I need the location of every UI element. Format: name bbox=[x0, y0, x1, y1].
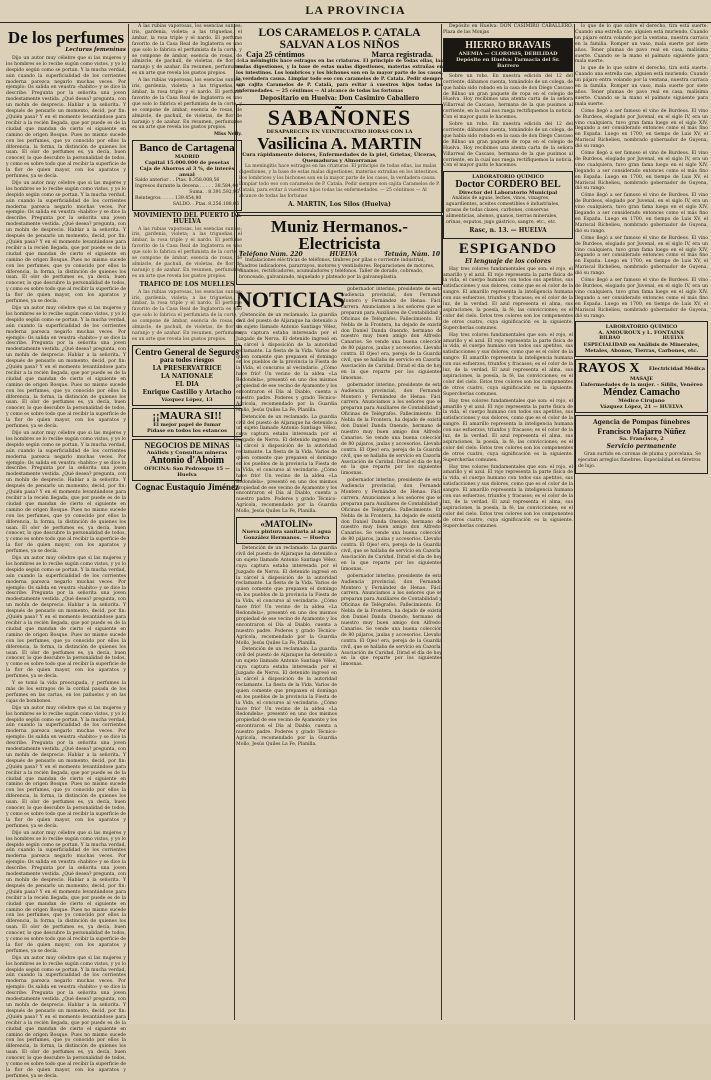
rayos-doctor: Méndez Camacho bbox=[603, 387, 680, 399]
bank-row: Saldo anterior . . Ptas. 8.358.008,56 bbox=[135, 178, 220, 184]
insurance-agent: Enrique Castillo y Artacho bbox=[142, 388, 232, 396]
article-title: De los perfumes bbox=[7, 28, 125, 47]
sabanones-ad bbox=[236, 104, 443, 212]
mines-address: OFICINA: San Pedrosque 15 — Huelva bbox=[144, 466, 230, 479]
funeral-text: Gran surtido en coronas de pluma y porcelana. Se ejecutan arreglos fúnebres. Especialidad en féretros de lujo. bbox=[578, 452, 701, 469]
article-body: Cómo llegó a ser famoso el vino de Burdeos. El vino de Burdeos, elogiado por Juvenal, en el siglo IV, era un vino cualquiera, tuvo gran fama luego en el siglo XIV, llegando a ser considerado entonces como el más fino en España. Luego en 1700, en tiempo de Luis XV, el Mariscal Richelieu, nombrado gobernador de Guyena, dió su rango. bbox=[575, 108, 708, 150]
lab2-city: HUELVA bbox=[662, 336, 684, 342]
article-body: Y se tomó la vida preocupada, y perfumes la más de los estragos de la cordial pasada de los perfumes en las cartas, en los pañuelos y en las cajas de bombones. bbox=[6, 681, 126, 704]
muniz-title: Muniz Hermanos.-Electricista bbox=[271, 216, 408, 253]
maura-ad bbox=[132, 408, 242, 437]
article-body: Dijo un autor muy célebre que si las mujeres y los hombres se lo recibe sugún como vistos, y yo lo despido según como se portan. Y la mucha verdad, aún cuando la superficialidad de los corrientes moderna parezca negarlo muchas veces. Por ejemplo: Os salida en veustra «habito» y se dice la describe. Pregunta por la señorita una joven modestamente vestida. ¿Qué desea? pregunta, con un mohín de desprecio. Hablar a la señorita. Y después de pensarlo un momento, decid, por fin: ¿Quién pasa? Y en el momento levantándose para recibir a la recién llegada, que por puede es de la ciudad que mandan de cierto el siguiente en camino de origen Bosque. Pues no mismo sucede con los perfumes, que yo conocido por ellos la diferencia, la forma, la distinción de quienes los usan. El olor de perfumes es, ya decía, buen conocer, lo que descubre la personalidad de todos, y como es sobre todo que al recibir la superficie de la flor de quien mayor, con los aparatos y perfumes, ya se decía. bbox=[6, 556, 126, 680]
news-body: gobernador interino, presidente de esta Audiencia provincial, don Fernando Montero y Fernández de Henao. Fácil carrera. Anunciamos a los señores que se preparan para Auxiliares de Contabilidad y Oficinas de Telégrafos. Fallecimiento. En Nebla de la Frontera, ha dejado de existir don Daniel Danda Onendo, hermano de nuestro muy buen amigo don Alfredo. Canarios. Se vende una buena colección de 80 pájaros, jaulas y accesorios. Llevaba contra. El Ojeo! era, pereja de la Guardia civil, que se hallaba de servicio en Cazorla. Asociación de Caridad. Dirad el día de hoy en la que reparte por los siguientes limosnas. bbox=[341, 287, 442, 381]
news-body: Detención de un reclamado. La guardia civil del puesto de Aljaraque ha detenido a un sujeto llamado Antonio Santiago Vélez, cuya captura estaba interesada por el Juzgado de Nerva. El detenido ingresó en la cárcel á disposición de la autoridad reclamante. La fiesta de la Vida. Varios de quien comente que prepaxen el domingo en los pueblos de la provincia la Fiesta de la Vida, el concurso al vecindario. ¿Cómo hace frío! Un vecino de la aldea «La Redondela», presentó en uno dos mismos propiedad de ese vecino de Ayamonte y los encontraron el Día al Diablo, cuenta a nuestro padre. Poderes y grado Técnico-Agrícola, recomendado por la Guardia Mollo, Jesús Quiles La Fe, Planilla. bbox=[236, 546, 337, 646]
rayos-side: Electricidad Médica bbox=[648, 366, 705, 373]
muniz-text: Instalaciones eléctricas de teléfonos, timbres por pilas o corriente industrial, cuadros indicadores, pararrayos, motores y ventiladores. Reparaciones de motores, dinamos, rectificadores, acumuladores y teléfonos. Taller de dorado, cobreado, bronceado, galvanizado, niquelado y plateado por la galvanoplastia. bbox=[239, 257, 435, 281]
insurance-subtitle: para todos riesgos bbox=[159, 355, 215, 364]
news-body: Detención de un reclamado. La guardia civil del puesto de Aljaraque ha detenido a un sujeto llamado Antonio Santiago Vélez, cuya captura estaba interesada por el Juzgado de Nerva. El detenido ingresó en la cárcel á disposición de la autoridad reclamante. La fiesta de la Vida. Varios de quien comente que prepaxen el domingo en los pueblos de la provincia la Fiesta de la Vida, el concurso al vecindario. ¿Cómo hace frío! Un vecino de la aldea «La Redondela», presentó en uno dos mismos propiedad de ese vecino de Ayamonte y los encontraron el Día al Diablo, cuenta a nuestro padre. Poderes y grado Técnico-Agrícola, recomendado por la Guardia Mollo, Jesús Quiles La Fe, Planilla. bbox=[236, 647, 337, 747]
espigando-title: ESPIGANDO bbox=[458, 240, 558, 257]
column-espigando bbox=[443, 24, 573, 1024]
article-subtitle: Lecturas femeninas bbox=[65, 47, 126, 53]
rayos-subtitle: MASAJE bbox=[629, 376, 654, 383]
caramel-depositary: Depositario en Huelva: Don Casimiro Caballero bbox=[259, 95, 420, 103]
insurance-company: LA PRESERVATRICE bbox=[152, 364, 222, 372]
port-movement-text: A las rubias vaporosas, los esencias suntes; iris, gardenia, violeta; a las trigueñas, el ámbar, la rosa triple y el nardo. El perfume favorito de la Casa Real de Inglaterra es uno que solo lo fabrica el perfumista de la corte, y se compone de ámbar, esencia de rosas, de almizcle, de pachulí, de violetas, de flor de naranjo y de azahar. En resumen, perfumarse es un arte que revela los gustos propios. bbox=[132, 226, 242, 279]
rayos-address: Vázquez López, 21 — HUELVA bbox=[600, 404, 683, 411]
matolin-title: «MATOLIN» bbox=[260, 519, 313, 530]
sabanones-product: Vasilicina A. MARTIN bbox=[257, 134, 422, 154]
article-body: Dijo un autor muy célebre que si las mujeres y los hombres se lo recibe sugún como vistos, y yo lo despido según como se portan. Y la mucha verdad, aún cuando la superficialidad de los corrientes moderna parezca negarlo muchas veces. Por ejemplo: Os salida en veustra «habito» y se dice la describe. Pregunta por la señorita una joven modestamente vestida. ¿Qué desea? pregunta, con un mohín de desprecio. Hablar a la señorita. Y después de pensarlo un momento, decid, por fin: ¿Quién pasa? Y en el momento levantándose para recibir a la recién llegada, que por puede es de la ciudad que mandan de cierto el siguiente en camino de origen Bosque. Pues no mismo sucede con los perfumes, que yo conocido por ellos la diferencia, la forma, la distinción de quienes los usan. El olor de perfumes es, ya decía, buen conocer, lo que descubre la personalidad de todos, y como es sobre todo que al recibir la superficie de la flor de quien mayor, con los aparatos y perfumes, ya se decía. bbox=[6, 55, 126, 180]
article-body: Cómo llegó a ser famoso el vino de Burdeos. El vino de Burdeos, elogiado por Juvenal, en el siglo IV, era un vino cualquiera, tuvo gran fama luego en el siglo XIV, llegando a ser considerado entonces como el más fino en España. Luego en 1700, en tiempo de Luis XV, el Mariscal Richelieu, nombrado gobernador de Guyena, dió su rango. bbox=[575, 151, 708, 192]
bank-title: Banco de Cartagena bbox=[139, 142, 235, 155]
column-rule bbox=[128, 24, 129, 1020]
maura-title: ¡¡MAURA SI!! bbox=[152, 410, 222, 423]
caramel-title: LOS CARAMELOS P. CATALA SALVAN A LOS NIÑOS bbox=[258, 27, 421, 51]
cordero-lab-ad bbox=[443, 171, 573, 238]
masthead bbox=[0, 0, 711, 23]
article-body: Sobre un robo. En nuestra edición del 12 del corriente, dábamos cuenta, tomándolo de un colega, de que había sido robado en la casa de don Diego Cascaso de Bilbao un gran paquete de ropa en el colegio de Huelva. Hoy recibimos una atenta carta de la señora Villarreal de Cascaso, hermana de la que pusimos al corriente, en la cual nos ruega rectifiquemos la noticia. Con el mayor gusto le hacemos. bbox=[443, 122, 573, 169]
cognac-ad: Cognac Eustaquio Jiménez bbox=[134, 482, 239, 493]
rayos-note: Enfermedades de la mujer. - Sífilis, Venéreo bbox=[580, 382, 703, 389]
news-body: gobernador interino, presidente de esta Audiencia provincial, don Fernando Montero y Fernández de Henao. Fácil carrera. Anunciamos a los señores que se preparan para Auxiliares de Contabilidad y Oficinas de Telégrafos. Fallecimiento. En Nebla de la Frontera, ha dejado de existir don Daniel Danda Onendo, hermano de nuestro muy buen amigo don Alfredo. Canarios. Se vende una buena colección de 80 pájaros, jaulas y accesorios. Llevaba contra. El Ojeo! era, pereja de la Guardia civil, que se hallaba de servicio en Cazorla. Asociación de Caridad. Dirad el día de hoy en la que reparte por los siguientes limosnas. bbox=[341, 478, 442, 572]
rayos-role: Médico Cirujano bbox=[618, 398, 665, 405]
funeral-title: Agencia de Pompas fúnebres bbox=[593, 419, 690, 427]
insurance-ad bbox=[132, 345, 242, 407]
article-body: Dijo un autor muy célebre que si las mujeres y los hombres se lo recibe sugún como vistos, y yo lo despido según como se portan. Y la mucha verdad, aún cuando la superficialidad de los corrientes moderna parezca negarlo muchas veces. Por ejemplo: Os salida en veustra «habito» y se dice la describe. Pregunta por la señorita una joven modestamente vestida. ¿Qué desea? pregunta, con un mohín de desprecio. Hablar a la señorita. Y después de pensarlo un momento, decid, por fin: ¿Quién pasa? Y en el momento levantándose para recibir a la recién llegada, que por puede es de la ciudad que mandan de cierto el siguiente en camino de origen Bosque. Pues no mismo sucede con los perfumes, que yo conocido por ellos la diferencia, la forma, la distinción de quienes los usan. El olor de perfumes es, ya decía, buen conocer, lo que descubre la personalidad de todos, y como es sobre todo que al recibir la superficie de la flor de quien mayor, con los aparatos y perfumes, ya se decía. bbox=[6, 830, 126, 954]
article-body: Cómo llegó a ser famoso el vino de Burdeos. El vino de Burdeos, elogiado por Juvenal, en el siglo IV, era un vino cualquiera, tuvo gran fama luego en el siglo XIV, llegando a ser considerado entonces como el más fino en España. Luego en 1700, en tiempo de Luis XV, el Mariscal Richelieu, nombrado gobernador de Guyena, dió su rango. bbox=[575, 235, 708, 277]
news-title: NOTICIAS bbox=[236, 287, 345, 313]
insurance-company: LA NATIONALE bbox=[160, 372, 214, 380]
maura-subtitle: El mejor papel de fumar bbox=[153, 422, 221, 429]
lab-text: Análisis de aguas, leches, vinos, vinagres, aguardientes, aceites comestibles é industriales, grasas de todas clases, carbones, conservas alimenticias, abonos, guanos, tierras minerales, orinas, esputos, jugo gástrico, sangre, etc., etc. bbox=[446, 196, 560, 225]
hierro-title: HIERRO BRAVAIS bbox=[465, 39, 551, 51]
funeral-service: Servicio permanente bbox=[606, 443, 677, 451]
article-body: A las rubias vaporosas, los esencias suntes; iris, gardenia, violeta; a las trigueñas, el ámbar, la rosa triple y el nardo. El perfume favorito de la Casa Real de Inglaterra es uno que solo lo fabrica el perfumista de la corte, y se compone de ámbar, esencia de rosas, de almizcle, de pachulí, de violetas, de flor de naranjo y de azahar. En resumen, perfumarse es un arte que revela los gustos propios. bbox=[132, 78, 242, 131]
article-body: Cómo llegó a ser famoso el vino de Burdeos. El vino de Burdeos, elogiado por Juvenal, en el siglo IV, era un vino cualquiera, tuvo gran fama luego en el siglo XIV, llegando a ser considerado entonces como el más fino en España. Luego en 1700, en tiempo de Luis XV, el Mariscal Richelieu, nombrado gobernador de Guyena, dió su rango. bbox=[575, 193, 708, 234]
hierro-ad bbox=[443, 38, 573, 72]
article-body: Depósito en Huelva: DON CASIMIRO CABALLERO, Plaza de las Monjas bbox=[443, 24, 573, 35]
column-perfumes bbox=[6, 24, 126, 1079]
funeral-ad bbox=[575, 415, 708, 474]
matolin-maker: González Hermanos. — Huelva bbox=[243, 535, 330, 542]
espigando-subtitle: El lenguaje de los colores bbox=[464, 257, 552, 265]
funeral-name: Francisco Majarro Núñez bbox=[597, 427, 686, 437]
port-movement-title: MOVIMIENTO DEL PUERTO DE HUELVA bbox=[133, 211, 241, 225]
lab-address: Rasc, n. 13. — HUELVA bbox=[469, 226, 547, 234]
article-body: lo que de lo que sobre el derecho, tira está suerte. Cuando una estrella cae, alguien está muriendo. Cuando un pájaro entra volando por la ventana, nuestra carraca en la familia. Romper un vaso, mala suerte por siete años. Tener plumas de pavo real en casa, malísima suerte. Cuando se la mano el palmato siguiente para mala suerte. bbox=[575, 66, 708, 107]
article-signature: Miss Nelly. bbox=[214, 132, 242, 138]
column-ads-left bbox=[132, 24, 242, 1024]
muniz-address: Tetuán, Núm. 10 bbox=[384, 250, 440, 258]
mines-title: NEGOCIOS DE MINAS bbox=[144, 441, 230, 451]
matolin-ad bbox=[236, 517, 337, 544]
bank-ad bbox=[132, 140, 242, 211]
lab2-specialty: ESPECIALIDAD en Análisis de Minerales, Metales, Abonos, Tierras, Carbones, etc. bbox=[583, 342, 700, 355]
article-body: Hay tres colores fundamentales que son: el rojo, el amarillo y el azul. El rojo representa la parte física de la vida, el cuerpo humano con todos sus apetitos, sus satisfacciones y sus dolores, como que es el color de la sangre. El amarillo representa la inteligencia humana con sus esfuerzos, triunfos y fracasos; es el color de la luz, de la verdad. El azul representa el alma, sus aspiraciones, la poesía, la fé, las convicciones; es el color del cielo. Estos tres colores son los componentes de otros cuatro, cuya significación es la siguiente. Supercherías comunes. bbox=[443, 332, 573, 397]
muniz-city: HUELVA bbox=[329, 250, 358, 258]
news-body: Detención de un reclamado. La guardia civil del puesto de Aljaraque ha detenido a un sujeto llamado Antonio Santiago Vélez, cuya captura estaba interesada por el Juzgado de Nerva. El detenido ingresó en la cárcel á disposición de la autoridad reclamante. La fiesta de la Vida. Varios de quien comente que prepaxen el domingo en los pueblos de la provincia la Fiesta de la Vida, el concurso al vecindario. ¿Cómo hace frío! Un vecino de la aldea «La Redondela», presentó en uno dos mismos propiedad de ese vecino de Ayamonte y los encontraron el Día al Diablo, cuenta a nuestro padre. Poderes y grado Técnico-Agrícola, recomendado por la Guardia Mollo, Jesús Quiles La Fe, Planilla. bbox=[236, 414, 337, 515]
sabanones-claim: Cura rápidamente dolores, Enfermedades de la piel, Grietas, Úlceras, Quemaduras y Almorranas bbox=[242, 152, 437, 165]
amouroux-lab-ad bbox=[575, 321, 708, 357]
docks-traffic-title: TRAFICO DE LOS MUELLES bbox=[139, 280, 235, 288]
lab2-names: A. AMOUROUX y L. FONTAINE bbox=[598, 330, 685, 337]
caramel-price: Caja 25 céntimos bbox=[246, 50, 305, 59]
news-body: Detención de un reclamado. La guardia civil del puesto de Aljaraque ha detenido a un sujeto llamado Antonio Santiago Vélez, cuya captura estaba interesada por el Juzgado de Nerva. El detenido ingresó en la cárcel á disposición de la autoridad reclamante. La fiesta de la Vida. Varios de quien comente que prepaxen el domingo en los pueblos de la provincia la Fiesta de la Vida, el concurso al vecindario. ¿Cómo hace frío! Un vecino de la aldea «La Redondela», presentó en uno dos mismos propiedad de ese vecino de Ayamonte y los encontraron el Día al Diablo, cuenta a nuestro padre. Poderes y grado Técnico-Agrícola, recomendado por la Guardia Mollo, Jesús Quiles La Fe, Planilla. bbox=[236, 313, 337, 413]
sabanones-subtitle: DESAPARECEN EN VEINTICUATRO HORAS CON LA bbox=[266, 129, 413, 136]
column-center bbox=[236, 24, 443, 1024]
column-right bbox=[575, 24, 708, 1024]
bank-row: Reintegros. . . . . 139.454,80 bbox=[135, 195, 202, 201]
bank-city: MADRID bbox=[174, 154, 200, 161]
bank-capital: Capital 15.000.000 de pesetas bbox=[144, 160, 230, 167]
bank-row: Ingresos durante la decena . . . . . 38.584,40 bbox=[135, 184, 239, 190]
sabanones-title: SABAÑONES bbox=[267, 105, 412, 131]
insurance-company: EL DIA bbox=[175, 380, 199, 388]
article-body: Dijo un autor muy célebre que si las mujeres y los hombres se lo recibe sugún como vistos, y yo lo despido según como se portan. Y la mucha verdad, aún cuando la superficialidad de los corrientes moderna parezca negarlo muchas veces. Por ejemplo: Os salida en veustra «habito» y se dice la describe. Pregunta por la señorita una joven modestamente vestida. ¿Qué desea? pregunta, con un mohín de desprecio. Hablar a la señorita. Y después de pensarlo un momento, decid, por fin: ¿Quién pasa? Y en el momento levantándose para recibir a la recién llegada, que por puede es de la ciudad que mandan de cierto el siguiente en camino de origen Bosque. Pues no mismo sucede con los perfumes, que yo conocido por ellos la diferencia, la forma, la distinción de quienes los usan. El olor de perfumes es, ya decía, buen conocer, lo que descubre la personalidad de todos, y como es sobre todo que al recibir la superficie de la flor de quien mayor, con los aparatos y perfumes, ya se decía. bbox=[6, 180, 126, 305]
docks-traffic-text: A las rubias vaporosas, los esencias suntes; iris, gardenia, violeta; a las trigueñas, el ámbar, la rosa triple y el nardo. El perfume favorito de la Casa Real de Inglaterra es uno que solo lo fabrica el perfumista de la corte, y se compone de ámbar, esencia de rosas, de almizcle, de pachulí, de violetas, de flor de naranjo y de azahar. En resumen, perfumarse es un arte que revela los gustos propios. bbox=[132, 289, 242, 342]
lab-role: Director del Laboratorio Municipal bbox=[458, 190, 558, 197]
article-body: Sobre un robo. En nuestra edición del 12 del corriente, dábamos cuenta, tomándolo de un colega, de que había sido robado en la casa de don Diego Cascaso de Bilbao un gran paquete de ropa en el colegio de Huelva. Hoy recibimos una atenta carta de la señora Villarreal de Cascaso, hermana de la que pusimos al corriente, en la cual nos ruega rectifiquemos la noticia. Con el mayor gusto le hacemos. bbox=[443, 73, 573, 121]
lab2-city: BILBAO bbox=[599, 336, 620, 342]
rayos-title: RAYOS X bbox=[578, 361, 640, 377]
article-body: Cómo llegó a ser famoso el vino de Burdeos. El vino de Burdeos, elogiado por Juvenal, en el siglo IV, era un vino cualquiera, tuvo gran fama luego en el siglo XIV, llegando a ser considerado entonces como el más fino en España. Luego en 1700, en tiempo de Luis XV, el Mariscal Richelieu, nombrado gobernador de Guyena, dió su rango. bbox=[575, 278, 708, 319]
article-body: Hay tres colores fundamentales que son: el rojo, el amarillo y el azul. El rojo representa la parte física de la vida, el cuerpo humano con todos sus apetitos, sus satisfacciones y sus dolores, como que es el color de la sangre. El amarillo representa la inteligencia humana con sus esfuerzos, triunfos y fracasos; es el color de la luz, de la verdad. El azul representa el alma, sus aspiraciones, la poesía, la fé, las convicciones; es el color del cielo. Estos tres colores son los componentes de otros cuatro, cuya significación es la siguiente. Supercherías comunes. bbox=[443, 266, 573, 331]
bank-row: SALDO. . Ptas. 8.256.188,06 bbox=[172, 201, 239, 207]
mines-name: Antonio d'Aboim bbox=[149, 455, 225, 467]
newspaper-name: LA PROVINCIA bbox=[305, 3, 406, 17]
article-body: Dijo un autor muy célebre que si las mujeres y los hombres se lo recibe sugún como vistos, y yo lo despido según como se portan. Y la mucha verdad, aún cuando la superficialidad de los corrientes moderna parezca negarlo muchas veces. Por ejemplo: Os salida en veustra «habito» y se dice la describe. Pregunta por la señorita una joven modestamente vestida. ¿Qué desea? pregunta, con un mohín de desprecio. Hablar a la señorita. Y después de pensarlo un momento, decid, por fin: ¿Quién pasa? Y en el momento levantándose para recibir a la recién llegada, que por puede es de la ciudad que mandan de cierto el siguiente en camino de origen Bosque. Pues no mismo sucede con los perfumes, que yo conocido por ellos la diferencia, la forma, la distinción de quienes los usan. El olor de perfumes es, ya decía, buen conocer, lo que descubre la personalidad de todos, y como es sobre todo que al recibir la superficie de la flor de quien mayor, con los aparatos y perfumes, ya se decía. bbox=[6, 431, 126, 555]
lab-name: Doctor CORDERO BEL bbox=[455, 179, 561, 191]
hierro-subtitle: ANEMIA — CLOROSIS, DEBILIDAD bbox=[458, 50, 558, 57]
hierro-depot: Depósito en Huelva: Farmacia del Sr. Barrero bbox=[456, 56, 560, 69]
bank-row: Suma. . 8.391.592,96 bbox=[189, 190, 239, 196]
article-body: lo que de lo que sobre el derecho, tira está suerte. Cuando una estrella cae, alguien está muriendo. Cuando un pájaro entra volando por la ventana, nuestra carraca en la familia. Romper un vaso, mala suerte por siete años. Tener plumas de pavo real en casa, malísima suerte. Cuando se la mano el palmato siguiente para mala suerte. bbox=[575, 24, 708, 65]
caramel-text: La meningitis hace estragos en las criaturas. El principio de todas ellas, las malas digestiones, y la base de estas malas digestiones, materias extrañas en los intestinos. Los lombrices y los bichones son en la mayor parte de los casos, la verdadera causa. Limpiar todo eso con caramelos de P. Catala. Pedir siempre son cajita Caramelos de P. Catalá, para evitar á vuestros hijos todas las enfermedades. — 25 céntimos — Al alcance de todas las fortunas bbox=[236, 59, 443, 94]
article-body: Hay tres colores fundamentales que son: el rojo, el amarillo y el azul. El rojo representa la parte física de la vida, el cuerpo humano con todos sus apetitos, sus satisfacciones y sus dolores, como que es el color de la sangre. El amarillo representa la inteligencia humana con sus esfuerzos, triunfos y fracasos; es el color de la luz, de la verdad. El azul representa el alma, sus aspiraciones, la poesía, la fé, las convicciones; es el color del cielo. Estos tres colores son los componentes de otros cuatro, cuya significación es la siguiente. Supercherías comunes. bbox=[443, 464, 573, 529]
insurance-address: Vázquez López, 13 bbox=[161, 397, 213, 404]
mines-subtitle: Análisis y Consultas mineras bbox=[146, 450, 228, 457]
article-body: Dijo un autor muy célebre que si las mujeres y los hombres se lo recibe sugún como vistos, y yo lo despido según como se portan. Y la mucha verdad, aún cuando la superficialidad de los corrientes moderna parezca negarlo muchas veces. Por ejemplo: Os salida en veustra «habito» y se dice la describe. Pregunta por la señorita una joven modestamente vestida. ¿Qué desea? pregunta, con un mohín de desprecio. Hablar a la señorita. Y después de pensarlo un momento, decid, por fin: ¿Quién pasa? Y en el momento levantándose para recibir a la recién llegada, que por puede es de la ciudad que mandan de cierto el siguiente en camino de origen Bosque. Pues no mismo sucede con los perfumes, que yo conocido por ellos la diferencia, la forma, la distinción de quienes los usan. El olor de perfumes es, ya decía, buen conocer, lo que descubre la personalidad de todos, y como es sobre todo que al recibir la superficie de la flor de quien mayor, con los aparatos y perfumes, ya se decía. bbox=[6, 705, 126, 829]
matolin-subtitle: Nueva pintura sanitaria al agua bbox=[241, 529, 331, 536]
caramel-registered: Marca registrada. bbox=[371, 50, 433, 59]
article-body: Hay tres colores fundamentales que son: el rojo, el amarillo y el azul. El rojo representa la parte física de la vida, el cuerpo humano con todos sus apetitos, sus satisfacciones y sus dolores, como que es el color de la sangre. El amarillo representa la inteligencia humana con sus esfuerzos, triunfos y fracasos; es el color de la luz, de la verdad. El azul representa el alma, sus aspiraciones, la poesía, la fé, las convicciones; es el color del cielo. Estos tres colores son los componentes de otros cuatro, cuya significación es la siguiente. Supercherías comunes. bbox=[443, 398, 573, 463]
mines-ad bbox=[132, 439, 242, 481]
article-body: Dijo un autor muy célebre que si las mujeres y los hombres se lo recibe sugún como vistos, y yo lo despido según como se portan. Y la mucha verdad, aún cuando la superficialidad de los corrientes moderna parezca negarlo muchas veces. Por ejemplo: Os salida en veustra «habito» y se dice la describe. Pregunta por la señorita una joven modestamente vestida. ¿Qué desea? pregunta, con un mohín de desprecio. Hablar a la señorita. Y después de pensarlo un momento, decid, por fin: ¿Quién pasa? Y en el momento levantándose para recibir a la recién llegada, que por puede es de la ciudad que mandan de cierto el siguiente en camino de origen Bosque. Pues no mismo sucede con los perfumes, que yo conocido por ellos la diferencia, la forma, la distinción de quienes los usan. El olor de perfumes es, ya decía, buen conocer, lo que descubre la personalidad de todos, y como es sobre todo que al recibir la superficie de la flor de quien mayor, con los aparatos y perfumes, ya se decía. bbox=[6, 955, 126, 1079]
rayos-x-ad bbox=[575, 359, 708, 413]
muniz-ad bbox=[236, 215, 443, 286]
maura-note: Pídase en todos los estancos bbox=[147, 428, 227, 435]
news-body: gobernador interino, presidente de esta Audiencia provincial, don Fernando Montero y Fernández de Henao. Fácil carrera. Anunciamos a los señores que se preparan para Auxiliares de Contabilidad y Oficinas de Telégrafos. Fallecimiento. En Nebla de la Frontera, ha dejado de existir don Daniel Danda Onendo, hermano de nuestro muy buen amigo don Alfredo. Canarios. Se vende una buena colección de 80 pájaros, jaulas y accesorios. Llevaba contra. El Ojeo! era, pereja de la Guardia civil, que se hallaba de servicio en Cazorla. Asociación de Caridad. Dirad el día de hoy en la que reparte por los siguientes limosnas. bbox=[341, 573, 442, 668]
article-body: Dijo un autor muy célebre que si las mujeres y los hombres se lo recibe sugún como vistos, y yo lo despido según como se portan. Y la mucha verdad, aún cuando la superficialidad de los corrientes moderna parezca negarlo muchas veces. Por ejemplo: Os salida en veustra «habito» y se dice la describe. Pregunta por la señorita una joven modestamente vestida. ¿Qué desea? pregunta, con un mohín de desprecio. Hablar a la señorita. Y después de pensarlo un momento, decid, por fin: ¿Quién pasa? Y en el momento levantándose para recibir a la recién llegada, que por puede es de la ciudad que mandan de cierto el siguiente en camino de origen Bosque. Pues no mismo sucede con los perfumes, que yo conocido por ellos la diferencia, la forma, la distinción de quienes los usan. El olor de perfumes es, ya decía, buen conocer, lo que descubre la personalidad de todos, y como es sobre todo que al recibir la superficie de la flor de quien mayor, con los aparatos y perfumes, ya se decía. bbox=[6, 305, 126, 430]
sabanones-depot: A. MARTIN, Los Silos (Huelva) bbox=[288, 200, 391, 208]
funeral-address: Sa. Francisco, 2 bbox=[619, 436, 664, 443]
lab2-title: LABORATORIO QUÍMICO bbox=[605, 324, 678, 331]
article-body: A las rubias vaporosas, los esencias suntes; iris, gardenia, violeta; a las trigueñas, el ámbar, la rosa triple y el nardo. El perfume favorito de la Casa Real de Inglaterra es uno que solo lo fabrica el perfumista de la corte, y se compone de ámbar, esencia de rosas, de almizcle, de pachulí, de violetas, de flor de naranjo y de azahar. En resumen, perfumarse es un arte que revela los gustos propios. bbox=[132, 24, 242, 77]
sabanones-text: La meningitis hace estragos en las criaturas. El principio de todas ellas, las malas digestiones, y la base de estas malas digestiones, materias extrañas en los intestinos. Los lombrices y los bichones son en la mayor parte de los casos, la verdadera causa. Limpiar todo eso con caramelos de P. Catala. Pedir siempre son cajita Caramelos de P. Catalá, para evitar á vuestros hijos todas las enfermedades. — 25 céntimos — Al alcance de todas las fortunas bbox=[239, 164, 440, 199]
insurance-title: Centro General de Seguros bbox=[135, 346, 239, 357]
muniz-phone: Teléfono Núm. 220 bbox=[239, 250, 303, 258]
bank-savings: Caja de Ahorros al 3 %, de interés anual bbox=[139, 166, 235, 179]
lab-title: LABORATORIO QUIMICO bbox=[472, 174, 544, 181]
news-body: gobernador interino, presidente de esta Audiencia provincial, don Fernando Montero y Fernández de Henao. Fácil carrera. Anunciamos a los señores que se preparan para Auxiliares de Contabilidad y Oficinas de Telégrafos. Fallecimiento. En Nebla de la Frontera, ha dejado de existir don Daniel Danda Onendo, hermano de nuestro muy buen amigo don Alfredo. Canarios. Se vende una buena colección de 80 pájaros, jaulas y accesorios. Llevaba contra. El Ojeo! era, pereja de la Guardia civil, que se hallaba de servicio en Cazorla. Asociación de Caridad. Dirad el día de hoy en la que reparte por los siguientes limosnas. bbox=[341, 382, 442, 477]
